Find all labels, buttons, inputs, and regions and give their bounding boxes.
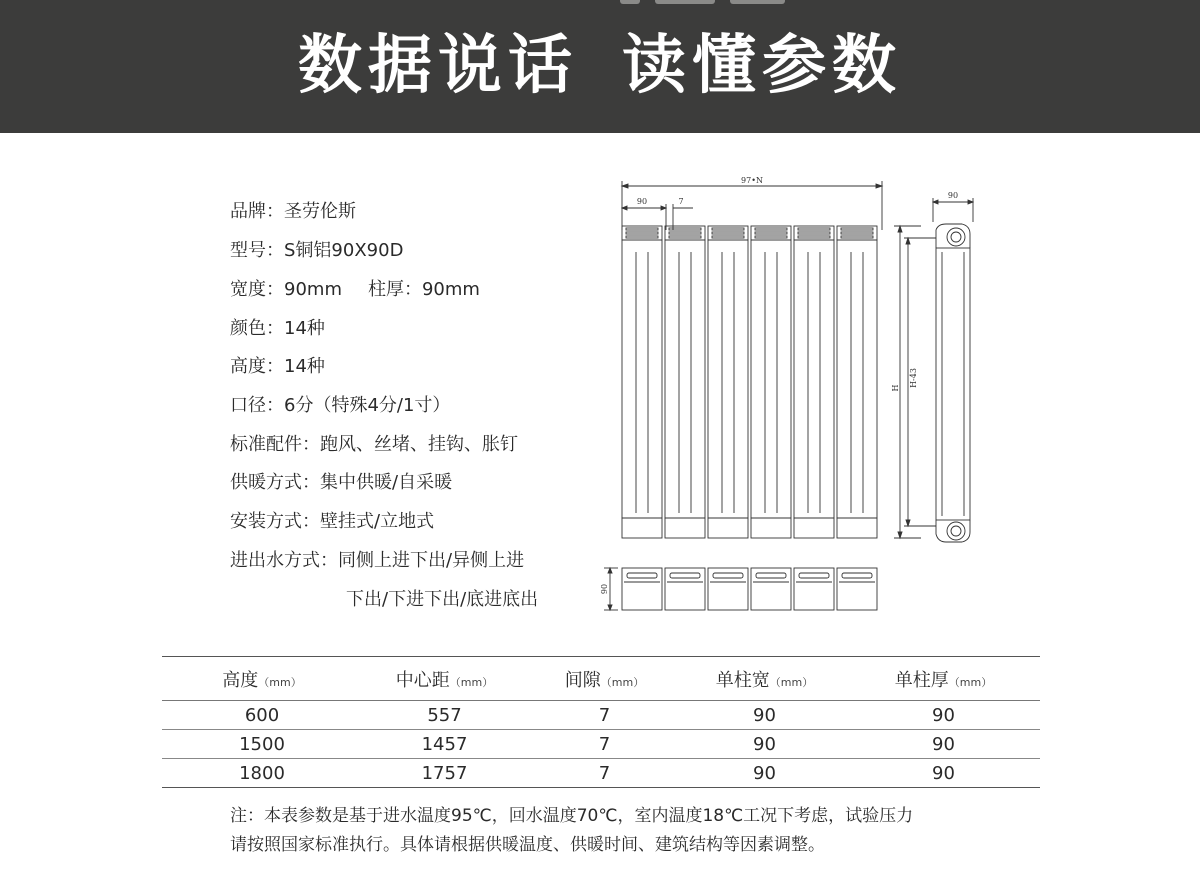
total-width-dimension xyxy=(622,176,882,230)
footnote-line-1: 注：本表参数是基于进水温度95℃，回水温度70℃，室内温度18℃工况下考虑，试验压力 xyxy=(230,806,914,826)
spec-heating-mode xyxy=(230,473,452,493)
table-cell: 1800 xyxy=(162,759,362,788)
column-width-label: 90 xyxy=(636,197,648,206)
spec-colors xyxy=(230,319,325,339)
table-cell: 90 xyxy=(847,730,1040,759)
table-cell: 90 xyxy=(682,730,847,759)
spec-height xyxy=(230,357,325,377)
banner-top-decoration xyxy=(610,0,790,4)
spec-label: 口径： xyxy=(230,395,284,416)
spec-label: 进出水方式： xyxy=(230,550,338,571)
side-width-label: 90 xyxy=(947,191,959,200)
table-cell: 90 xyxy=(847,701,1040,730)
table-row xyxy=(162,730,1040,759)
header-height: 高度（mm） xyxy=(162,657,362,701)
spec-label: 品牌： xyxy=(230,201,284,222)
table-header-row xyxy=(162,657,1040,701)
page-title xyxy=(0,26,1200,106)
spec-value: 下出/下进下出/底进底出 xyxy=(346,589,539,610)
radiator-bottom-view xyxy=(600,568,877,610)
radiator-front-view xyxy=(622,226,877,538)
column-width-dimension xyxy=(622,197,693,230)
spec-label: 供暖方式： xyxy=(230,472,320,493)
spec-value: 圣劳伦斯 xyxy=(284,201,356,222)
spec-value-2: 90mm xyxy=(421,279,480,300)
spec-value: 14种 xyxy=(284,356,325,377)
spec-caliber xyxy=(230,396,450,416)
spec-label-2: 柱厚： xyxy=(367,279,422,300)
spec-value: 集中供暖/自采暖 xyxy=(320,472,453,493)
table-row xyxy=(162,701,1040,730)
spec-label: 标准配件： xyxy=(230,434,320,455)
height-dimension xyxy=(891,226,936,538)
title-part-2: 读懂参数 xyxy=(622,28,902,103)
spec-label: 型号： xyxy=(230,240,284,261)
spec-width-depth xyxy=(230,280,480,300)
spec-value: 14种 xyxy=(284,318,325,339)
spec-value: 跑风、丝堵、挂钩、胀钉 xyxy=(320,434,518,455)
spec-label: 高度： xyxy=(230,356,284,377)
spec-value: 同侧上进下出/异侧上进 xyxy=(338,550,525,571)
table-cell: 1757 xyxy=(362,759,527,788)
bottom-depth-label: 90 xyxy=(600,583,609,595)
gap-label: 7 xyxy=(678,197,684,206)
table-cell: 7 xyxy=(527,730,682,759)
table-row xyxy=(162,759,1040,788)
title-part-1: 数据说话 xyxy=(298,28,578,103)
total-width-label: 97•N xyxy=(741,176,763,185)
spec-value: 6分（特殊4分/1寸） xyxy=(284,395,451,416)
header-center-distance: 中心距（mm） xyxy=(362,657,527,701)
table-cell: 1500 xyxy=(162,730,362,759)
table-cell: 7 xyxy=(527,701,682,730)
spec-value: 壁挂式/立地式 xyxy=(320,511,435,532)
table-cell: 90 xyxy=(682,701,847,730)
spec-brand xyxy=(230,202,356,222)
title-banner xyxy=(0,0,1200,133)
spec-accessories xyxy=(230,435,518,455)
table-cell: 90 xyxy=(847,759,1040,788)
header-gap: 间隙（mm） xyxy=(527,657,682,701)
table-cell: 557 xyxy=(362,701,527,730)
table-cell: 600 xyxy=(162,701,362,730)
spec-label: 宽度： xyxy=(230,279,284,300)
spec-water-flow xyxy=(230,551,524,571)
header-column-width: 单柱宽（mm） xyxy=(682,657,847,701)
spec-installation xyxy=(230,512,434,532)
table-cell: 1457 xyxy=(362,730,527,759)
footnote xyxy=(230,802,913,860)
spec-table xyxy=(162,656,1040,788)
spec-value: 90mm xyxy=(284,279,342,300)
radiator-side-view xyxy=(933,191,973,542)
table-cell: 90 xyxy=(682,759,847,788)
spec-water-flow-continuation xyxy=(346,590,538,610)
spec-label: 颜色： xyxy=(230,318,284,339)
spec-value: S铜铝90X90D xyxy=(284,240,404,261)
header-column-depth: 单柱厚（mm） xyxy=(847,657,1040,701)
height-label: H xyxy=(891,384,900,392)
table-cell: 7 xyxy=(527,759,682,788)
spec-model xyxy=(230,241,403,261)
footnote-line-2: 请按照国家标准执行。具体请根据供暖温度、供暖时间、建筑结构等因素调整。 xyxy=(230,835,825,855)
spec-label: 安装方式： xyxy=(230,511,320,532)
center-distance-label: H-43 xyxy=(909,368,918,388)
radiator-technical-drawing xyxy=(596,168,996,623)
